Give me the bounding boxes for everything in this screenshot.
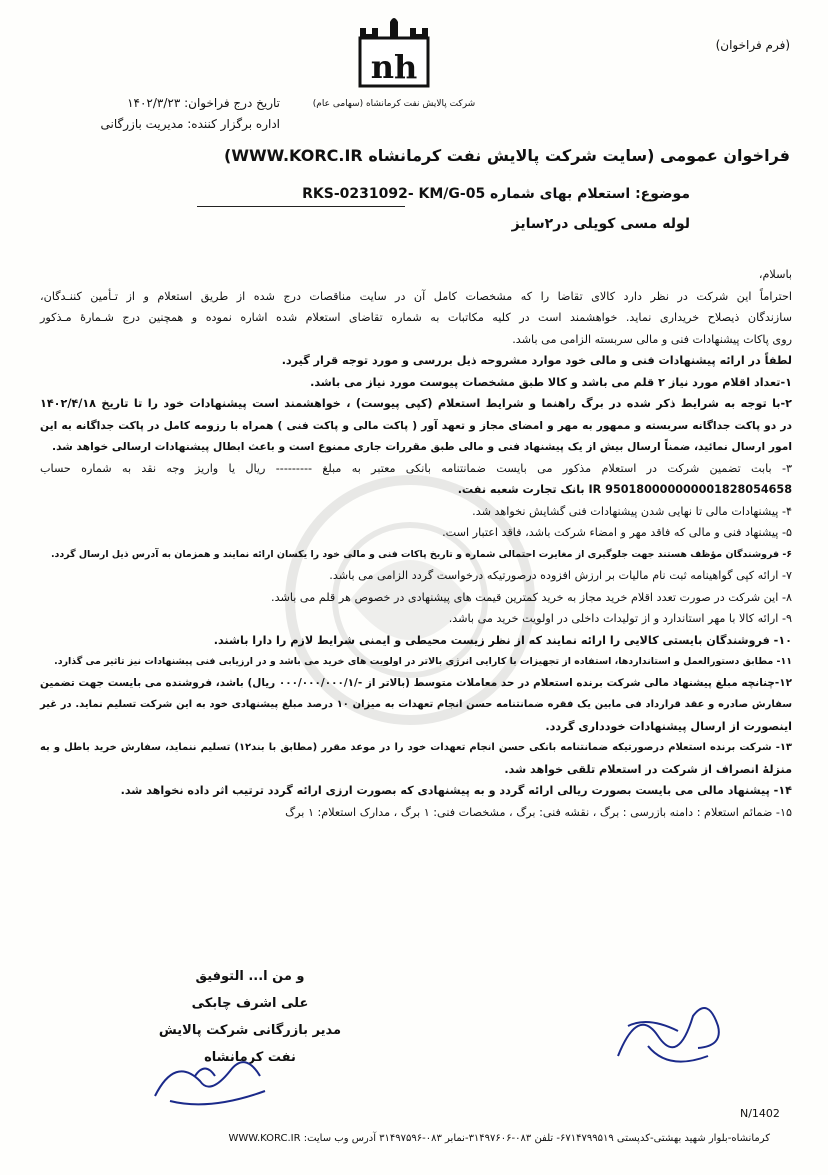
subject-item: لوله مسی کویلی در۲سایز <box>511 216 690 232</box>
item-3-line-2: IR 950180000000001828054658 بانک تجارت شعبه نفت. <box>457 483 792 496</box>
company-logo-icon <box>352 14 436 98</box>
item-10: ۱۰- فروشندگان بایستی کالایی را ارائه نمایند که از نظر زیست محیطی و ایمنی شرایط لازم را دارا باشند. <box>213 633 792 647</box>
item-13-line-1: ۱۳- شرکت برنده استعلام درصورتیکه ضمانتنامه بانکی حسن انجام تعهدات خود را در موعد مقرر (مطابق با بند۱۲) تسلیم ننماید، سفارش خرید باطل و به <box>40 742 792 753</box>
item-12-line-2: سفارش صادره و عقد قرارداد فی مابین یک فقره ضمانتنامه حسن انجام تعهدات به میزان ۱۰ درصد مبلغ پیشنهادی خود به این شرکت تسلیم نماید. در غیر <box>40 699 792 710</box>
paragraph-1-line-2: سازندگان ذیصلاح خریداری نماید. خواهشمند است در کلیه مکاتبات به شماره تقاضای استعلام شده اشاره نموده و همچنین درج شـمارهٔ مـذکور <box>40 311 792 324</box>
company-name-under-logo: شرکت پالایش نفت کرمانشاه (سهامی عام) <box>312 99 476 109</box>
item-5: ۵- پیشنهاد فنی و مالی که فاقد مهر و امضاء شرکت باشد، فاقد اعتبار است. <box>442 526 792 539</box>
footer-address: کرمانشاه-بلوار شهید بهشتی-کدپستی ۶۷۱۴۷۹۹۵۱۹- تلفن ۰۸۳-۳۱۴۹۷۶۰۶-نمابر ۰۸۳-۳۱۴۹۷۵۹۶ آدرس وب سایت: WWW.KORC.IR <box>228 1133 770 1144</box>
paragraph-2: لطفاً در ارائه پیشنهادات فنی و مالی خود موارد مشروحه ذیل بررسی و مورد توجه قرار گیرد. <box>281 354 792 367</box>
letter-body <box>40 264 792 823</box>
item-2-line-2: در دو پاکت جداگانه سربسته و ممهور به مهر و امضای مجاز و تعهد آور ( پاکت مالی و پاکت فنی ) همراه با رزومه کامل در پاکت جداگانه به این <box>40 418 792 432</box>
paragraph-1-line-3: روی پاکات پیشنهادات فنی و مالی سربسته الزامی می باشد. <box>512 332 792 346</box>
closing-salutation: و من ا... التوفیق <box>195 969 305 984</box>
item-14: ۱۴- پیشنهاد مالی می بایست بصورت ریالی ارائه گردد و به پیشنهادی که بصورت ارزی ارائه گردد ترتیب اثر داده نخواهد شد. <box>120 784 792 797</box>
organizer: اداره برگزار کننده: مدیریت بازرگانی <box>100 117 280 131</box>
signatory-title: مدیر بازرگانی شرکت پالایش نفت کرمانشاه <box>158 1023 342 1065</box>
item-1: ۱-تعداد اقلام مورد نیاز ۲ قلم می باشد و کالا طبق مشخصات پیوست مورد نیاز می باشد. <box>310 375 792 389</box>
item-8: ۸- این شرکت در صورت تعدد اقلام خرید مجاز به خرید کمترین قیمت های پیشنهادی در خصوص هر قلم می باشد. <box>271 590 792 604</box>
page-title: فراخوان عمومی (سایت شرکت پالایش نفت کرمانشاه WWW.KORC.IR) <box>224 146 790 165</box>
paragraph-1-line-1: احتراماً این شرکت در نظر دارد کالای تقاضا را که مشخصات کامل آن در سایت مناقصات درج شده از طریق استعلام و از تـأمین کننـدگان، <box>40 289 792 303</box>
item-3-line-1: ۳- بابت تضمین شرکت در استعلام مذکور می بایست ضمانتنامه بانکی معتبر به مبلغ --------- ریال یا واریز وجه نقد به شماره حساب <box>40 461 792 475</box>
item-4: ۴- پیشنهادات مالی تا نهایی شدن پیشنهادات فنی گشایش نخواهد شد. <box>472 504 792 518</box>
signature-right-icon <box>598 986 738 1076</box>
item-11: ۱۱- مطابق دستورالعمل و استانداردها، استفاده از تجهیزات با کارایی انرژی بالاتر در اولویت های خرید می باشد و در ارزیابی فنی پیشنهادات نیز تاثیر می گذارد. <box>54 656 792 667</box>
signature-left-icon <box>140 1046 280 1116</box>
item-7: ۷- ارائه کپی گواهینامه ثبت نام مالیات بر ارزش افزوده درصورتیکه درخواست گردد الزامی می باشد. <box>329 569 792 582</box>
item-9: ۹- ارائه کالا با مهر استاندارد و از تولیدات داخلی در اولویت خرید می باشد. <box>448 612 792 625</box>
item-2-line-1: ۲-با توجه به شرایط ذکر شده در برگ راهنما و شرایط استعلام (کپی پیوست) ، خواهشمند است پیشنهادات خود را تا تاریخ ۱۴۰۲/۴/۱۸ <box>40 397 792 410</box>
subject-line: موضوع: استعلام بهای شماره RKS-0231092- KM/G-05 <box>302 186 690 202</box>
form-label: (فرم فراخوان) <box>715 38 790 52</box>
item-6: ۶- فروشندگان مؤظف هستند جهت جلوگیری از مغایرت احتمالی شماره و تاریخ پاکات فنی و مالی خود را یکسان ارائه نمایند و همزمان به آدرس ذیل ارسال گردد. <box>50 548 792 560</box>
item-13-line-2: منزلهٔ انصراف از شرکت در استعلام تلقی خواهد شد. <box>504 762 792 776</box>
item-12-line-1: ۱۲-چنانچه مبلغ پیشنهاد مالی شرکت برنده استعلام در حد معاملات متوسط (بالاتر از -/۰۰۰/۰۰۰/۰۰۰/۱ ریال) باشد، فروشنده می بایست جهت تضمین <box>40 676 792 689</box>
subject-underline <box>197 206 405 207</box>
logo-mark: nh <box>370 48 418 86</box>
item-12-line-3: اینصورت از ارسال پیشنهادات خودداری گردد. <box>545 719 792 733</box>
item-2-line-3: امور ارسال نمائید، ضمناً ارسال بیش از یک پیشنهاد فنی و مالی طبق مقررات جاری ممنوع است و باعث ابطال پیشنهادات ارسالی خواهد شد. <box>52 440 792 453</box>
document-number: N/1402 <box>740 1107 780 1120</box>
signatory-name: علی اشرف چابکی <box>191 996 309 1011</box>
greeting: باسلام، <box>758 268 792 281</box>
item-15: ۱۵- ضمائم استعلام : دامنه بازرسی : برگ ، نقشه فنی: برگ ، مشخصات فنی: ۱ برگ ، مدارک استعلام: ۱ برگ <box>285 805 792 819</box>
call-date: تاریخ درج فراخوان: ۱۴۰۲/۳/۲۳ <box>127 96 280 110</box>
